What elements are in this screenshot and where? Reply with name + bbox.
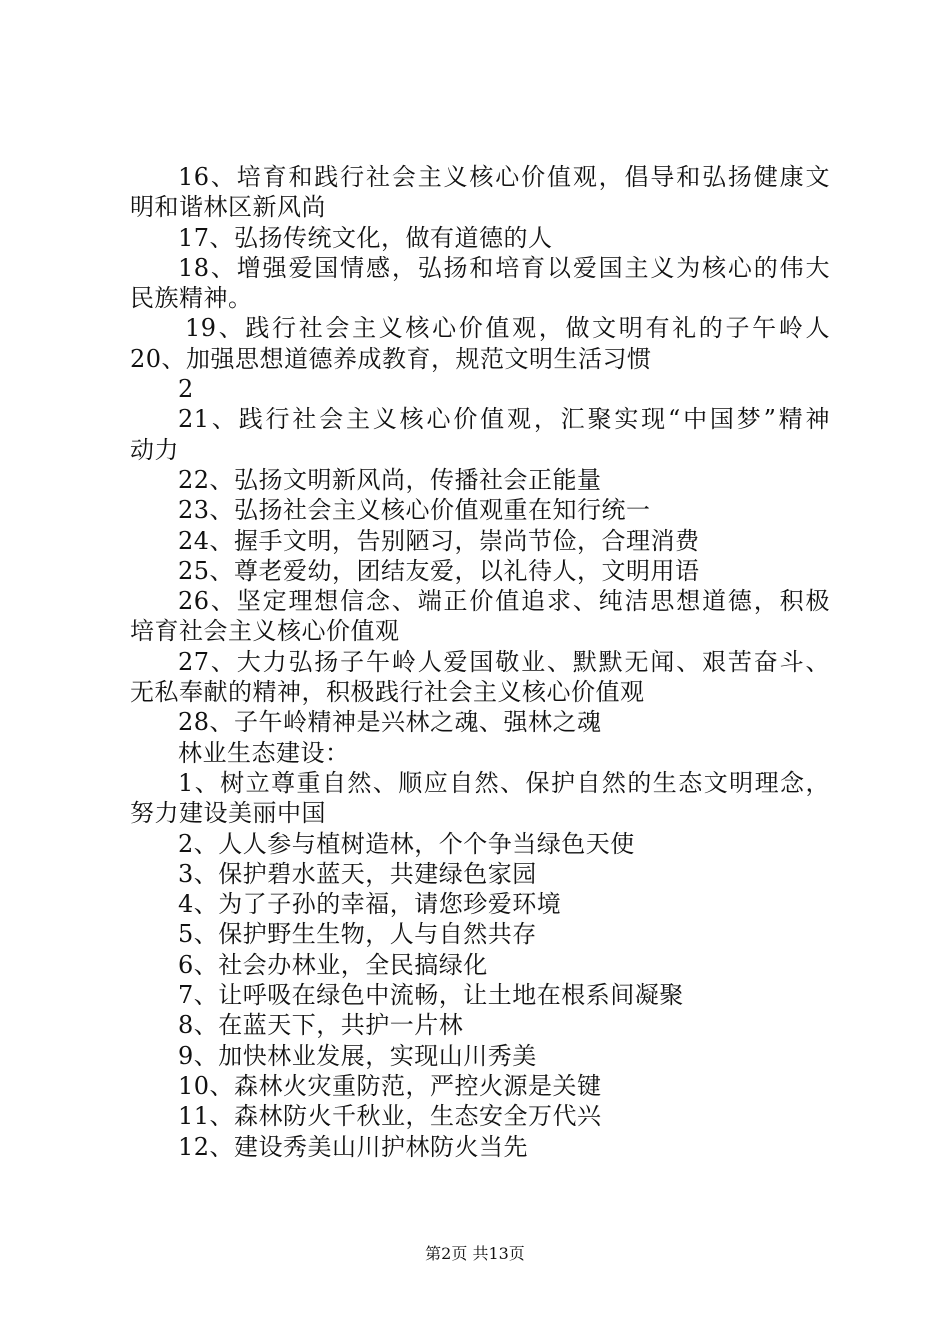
- text-line: 25、尊老爱幼，团结友爱，以礼待人，文明用语: [178, 556, 700, 585]
- text-line: 2、人人参与植树造林，个个争当绿色天使: [178, 829, 635, 858]
- text-line: 23、弘扬社会主义核心价值观重在知行统一: [178, 496, 651, 525]
- text-line: 3、保护碧水蓝天，共建绿色家园: [178, 859, 537, 888]
- text-line: 20、加强思想道德养成教育，规范文明生活习惯: [130, 344, 652, 373]
- text-line: 16、培育和践行社会主义核心价值观，倡导和弘扬健康文: [178, 163, 830, 191]
- text-line: 28、子午岭精神是兴林之魂、强林之魂: [178, 708, 602, 737]
- text-line: 18、增强爱国情感，弘扬和培育以爱国主义为核心的伟大: [178, 253, 830, 282]
- document-body: [130, 162, 830, 1162]
- text-line: 22、弘扬文明新风尚，传播社会正能量: [178, 465, 602, 494]
- text-line: 11、森林防火千秋业，生态安全万代兴: [178, 1102, 602, 1131]
- text-line: 民族精神。: [130, 284, 253, 313]
- text-line: 7、让呼吸在绿色中流畅，让土地在根系间凝聚: [178, 981, 684, 1010]
- text-line: 10、森林火灾重防范，严控火源是关键: [178, 1071, 602, 1100]
- text-line: 努力建设美丽中国: [130, 799, 326, 828]
- text-line: 8、在蓝天下，共护一片林: [178, 1011, 464, 1040]
- text-line: 19、践行社会主义核心价值观，做文明有礼的子午岭人: [185, 314, 830, 343]
- text-line: 12、建设秀美山川护林防火当先: [178, 1132, 529, 1161]
- text-line: 27、大力弘扬子午岭人爱国敬业、默默无闻、艰苦奋斗、: [178, 647, 830, 676]
- text-line: 动力: [130, 435, 179, 464]
- text-line: 21、践行社会主义核心价值观，汇聚实现“中国梦”精神: [178, 405, 830, 434]
- text-line: 6、社会办林业，全民搞绿化: [178, 950, 488, 979]
- text-line: 17、弘扬传统文化，做有道德的人: [178, 223, 553, 252]
- text-line: 无私奉献的精神，积极践行社会主义核心价值观: [130, 678, 645, 707]
- section-heading: 林业生态建设：: [178, 738, 350, 767]
- text-line: 26、坚定理想信念、端正价值追求、纯洁思想道德，积极: [178, 587, 830, 616]
- text-line: 5、保护野生生物，人与自然共存: [178, 920, 537, 949]
- text-line: 2: [178, 375, 194, 404]
- text-line: 1、树立尊重自然、顺应自然、保护自然的生态文明理念，: [178, 768, 830, 797]
- page-footer: 第2页 共13页: [425, 1244, 525, 1263]
- text-line: 培育社会主义核心价值观: [130, 617, 400, 646]
- text-line: 9、加快林业发展，实现山川秀美: [178, 1041, 537, 1070]
- text-line: 4、为了子孙的幸福，请您珍爱环境: [178, 890, 562, 919]
- text-line: 明和谐林区新风尚: [130, 193, 326, 222]
- text-line: 24、握手文明，告别陋习，崇尚节俭，合理消费: [178, 526, 700, 555]
